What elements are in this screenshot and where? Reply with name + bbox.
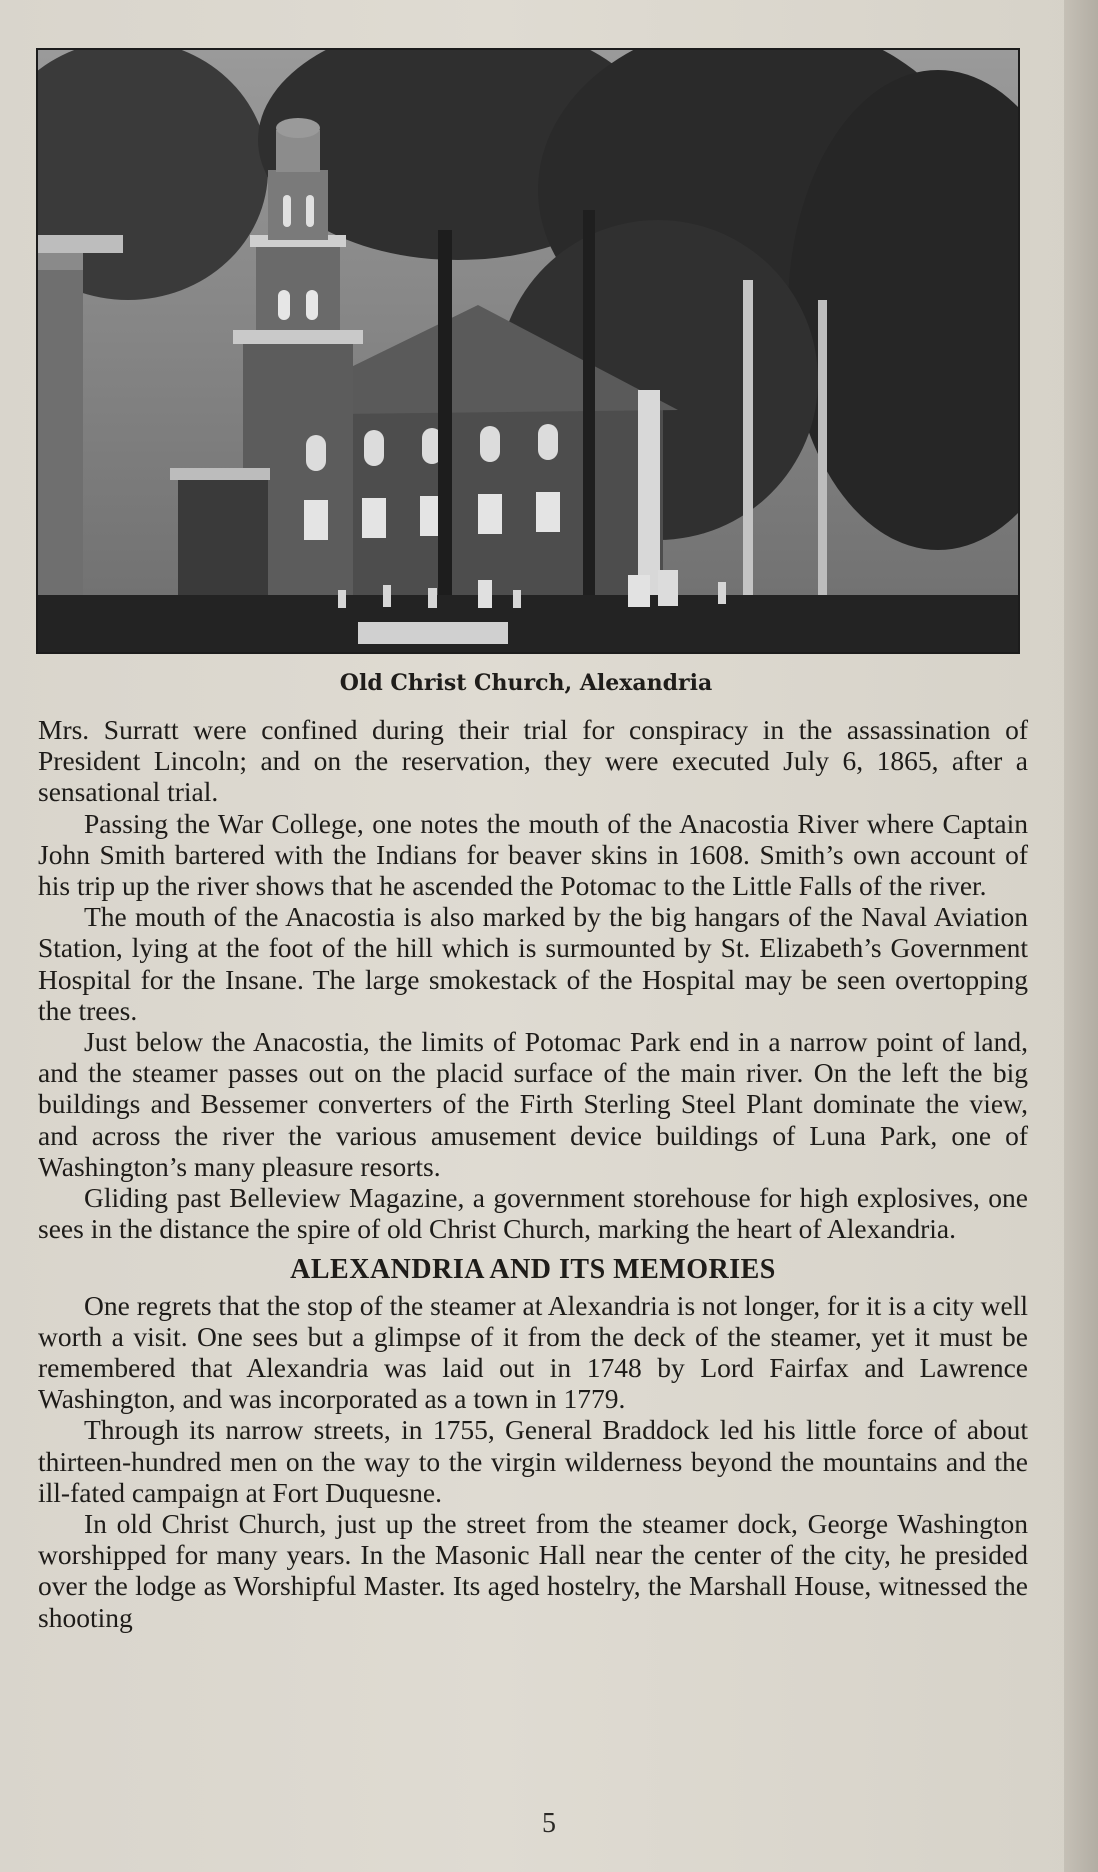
section-paragraph-3: In old Christ Church, just up the street from the steamer dock, George Washington worshipped for many years. In the Masonic Hall near the center of the city, he presided over the lodge as Worshipful Master. Its aged hostelry, the Marshall House, witnessed the shooting [38,1508,1028,1633]
body-text [38,714,1028,1633]
page-edge [1064,0,1098,1872]
section-paragraph-2: Through its narrow streets, in 1755, General Braddock led his little force of about thirteen-hundred men on the way to the virgin wilderness beyond the mountains and the ill-fated campaign at Fort Duquesne. [38,1414,1028,1508]
paragraph-2: Passing the War College, one notes the mouth of the Anacostia River where Captain John Smith bartered with the Indians for beaver skins in 1608. Smith’s own account of his trip up the river shows that he ascended the Potomac to the Little Falls of the river. [38,807,1028,902]
paragraph-3: The mouth of the Anacostia is also marked by the big hangars of the Naval Aviation Station, lying at the foot of the hill which is surmounted by St. Elizabeth’s Government Hospital for the Insane. The large smokestack of the Hospital may be seen overtopping the trees. [38,901,1028,1026]
section-paragraph-1: One regrets that the stop of the steamer at Alexandria is not longer, for it is a city well worth a visit. One sees but a glimpse of it from the deck of the steamer, yet it must be remembered that Alexandria was laid out in 1748 by Lord Fairfax and Lawrence Washington, and was incorporated as a town in 1779. [38,1289,1028,1415]
section-heading: ALEXANDRIA AND ITS MEMORIES [290,1254,776,1286]
paragraph-5: Gliding past Belleview Magazine, a government storehouse for high explosives, one sees in the distance the spire of old Christ Church, marking the heart of Alexandria. [38,1182,1028,1245]
page-number: 5 [542,1808,556,1839]
photo-caption: Old Christ Church, Alexandria [339,670,713,696]
paragraph-1: Mrs. Surratt were confined during their trial for conspiracy in the assassination of President Lincoln; and on the reservation, they were executed July 6, 1865, after a sensational trial. [38,714,1028,808]
paragraph-4: Just below the Anacostia, the limits of Potomac Park end in a narrow point of land, and the steamer passes out on the placid surface of the main river. On the left the big buildings and Bessemer converters of the Firth Sterling Steel Plant dominate the view, and across the river the various amusement device buildings of Luna Park, one of Washington’s many pleasure resorts. [38,1026,1028,1182]
church-photograph [36,48,1020,654]
